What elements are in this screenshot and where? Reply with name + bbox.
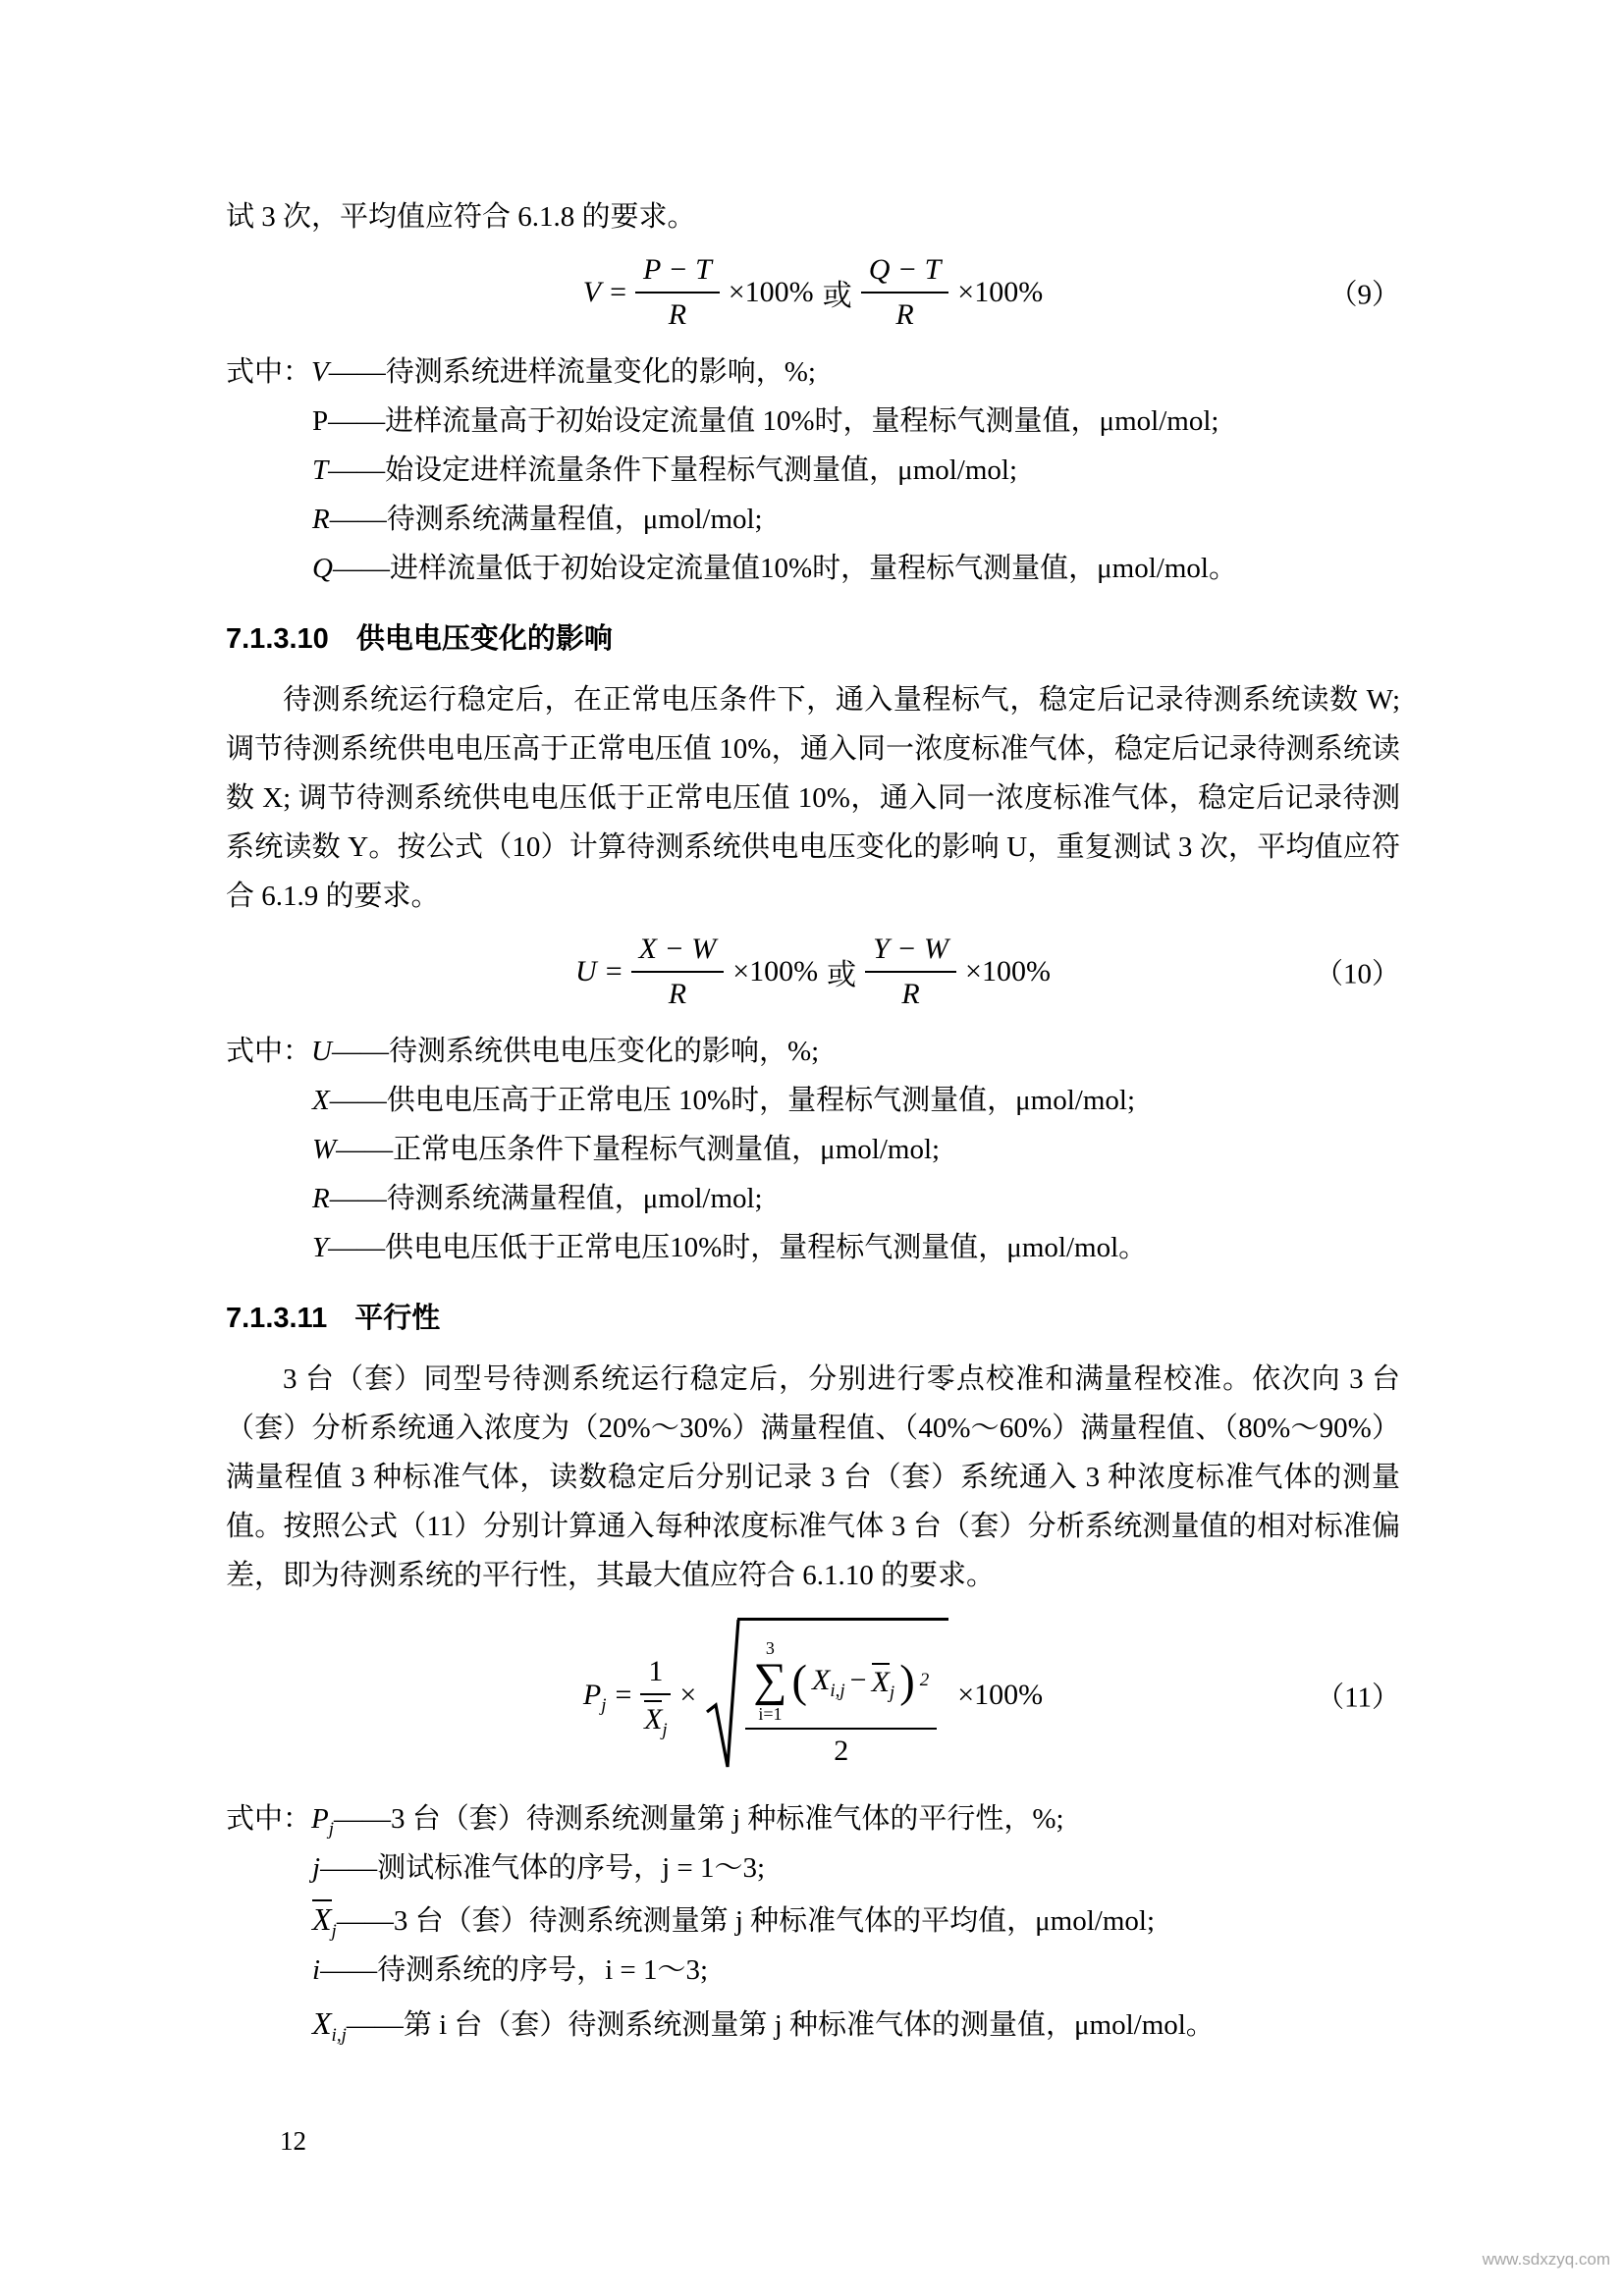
symbol: Q bbox=[312, 553, 333, 584]
symbol: T bbox=[312, 454, 329, 486]
eq9-equals: = bbox=[610, 276, 627, 308]
symbol: Y bbox=[312, 1232, 329, 1263]
x-bar: X bbox=[872, 1663, 890, 1698]
section-heading-7-1-3-11 bbox=[226, 1294, 1400, 1343]
eq11-inner-fraction: 3 ∑ i=1 ( $X_{i,j}$ − $X_j$ ) 2 2 bbox=[745, 1629, 937, 1768]
definition-row: X——供电电压高于正常电压 10%时，量程标气测量值，μmol/mol; bbox=[312, 1085, 1136, 1116]
section-number: 7.1.3.10 bbox=[226, 623, 329, 655]
definition-text: 待测系统供电电压变化的影响，%; bbox=[388, 1036, 820, 1067]
definitions-eq10 bbox=[226, 1027, 1400, 1272]
symbol: $X_{i,j}$ bbox=[312, 2005, 347, 2046]
radicand bbox=[737, 1618, 948, 1768]
equation-10 bbox=[226, 933, 1400, 1011]
symbol: P bbox=[312, 405, 329, 437]
eq10-number: （10） bbox=[1314, 958, 1400, 990]
summation: 3 ∑ i=1 bbox=[753, 1638, 787, 1724]
definition-text: 供电电压高于正常电压 10%时，量程标气测量值，μmol/mol; bbox=[386, 1085, 1136, 1116]
eq9-fraction-1: $\frac{P - T}{R}$ bbox=[635, 253, 720, 332]
definition-row: i——待测系统的序号，i = 1～3; bbox=[312, 1954, 709, 1986]
definition-text: 3 台（套）待测系统测量第 j 种标准气体的平均值，μmol/mol; bbox=[393, 1905, 1156, 1937]
definition-text: 待测系统满量程值，μmol/mol; bbox=[386, 1183, 763, 1214]
eq9-times-100-1: ×100% bbox=[728, 276, 814, 308]
section-11-paragraph: 3 台（套）同型号待测系统运行稳定后，分别进行零点校准和满量程校准。依次向 3 台（套）分析系统通入浓度为（20%～30%）满量程值、（40%～60%）满量程值、（80%～90%）满量程值 3 种标准气体，读数稳定后分别记录 3 台（套）系统通入 3 种浓度标准气体的测量值。按照公式（11）分别计算通入每种浓度标准气体 3 台（套）分析系统测量值的相对标准偏差，即为待测系统的平行性，其最大值应符合 6.1.10 的要求。 bbox=[226, 1363, 1400, 1591]
definition-text: 待测系统的序号，i = 1～3; bbox=[377, 1954, 709, 1986]
x-bar: X bbox=[312, 1901, 332, 1937]
eq10-times-100-1: ×100% bbox=[732, 955, 819, 988]
definition-row: Q——进样流量低于初始设定流量值10%时，量程标气测量值，μmol/mol。 bbox=[312, 553, 1237, 584]
section-number: 7.1.3.11 bbox=[226, 1303, 328, 1334]
square-root bbox=[705, 1618, 948, 1773]
eq9-number: （9） bbox=[1328, 279, 1400, 311]
eq10-lhs: U bbox=[575, 955, 597, 988]
definition-text: 3 台（套）待测系统测量第 j 种标准气体的平行性，%; bbox=[391, 1803, 1064, 1835]
definition-row: Y——供电电压低于正常电压10%时，量程标气测量值，μmol/mol。 bbox=[312, 1232, 1148, 1263]
page-content bbox=[226, 192, 1400, 2050]
sigma-symbol: ∑ bbox=[753, 1654, 787, 1706]
definition-text: 进样流量高于初始设定流量值 10%时，量程标气测量值，μmol/mol; bbox=[385, 405, 1219, 437]
symbol: j bbox=[312, 1852, 321, 1884]
eq9-times-100-2: ×100% bbox=[957, 276, 1044, 308]
definition-text: 进样流量低于初始设定流量值10%时，量程标气测量值，μmol/mol。 bbox=[389, 553, 1237, 584]
eq9-fraction-2: $\frac{Q - T}{R}$ bbox=[861, 253, 949, 332]
eq11-times: × bbox=[679, 1679, 697, 1711]
lead-text: 试 3 次，平均值应符合 6.1.8 的要求。 bbox=[226, 201, 696, 233]
symbol: R bbox=[312, 1183, 330, 1214]
equation-11-body bbox=[583, 1618, 1043, 1773]
eq11-number: （11） bbox=[1316, 1682, 1400, 1714]
definition-text: 测试标准气体的序号，j = 1～3; bbox=[377, 1852, 766, 1884]
definition-row: W——正常电压条件下量程标气测量值，μmol/mol; bbox=[312, 1134, 941, 1165]
symbol: V bbox=[311, 356, 329, 388]
definition-text: 第 i 台（套）待测系统测量第 j 种标准气体的测量值，μmol/mol。 bbox=[403, 2009, 1215, 2041]
definitions-eq9 bbox=[226, 347, 1400, 593]
definition-row: $X_{i,j}——$第 i 台（套）待测系统测量第 j 种标准气体的测量值，μmol/mol。 bbox=[312, 2005, 1215, 2046]
definition-text: 待测系统满量程值，μmol/mol; bbox=[386, 504, 763, 535]
definition-row: 式中：U——待测系统供电电压变化的影响，%; bbox=[226, 1036, 820, 1067]
eq9-or: 或 bbox=[822, 280, 852, 312]
eq10-or: 或 bbox=[827, 959, 857, 991]
eq11-equals: = bbox=[615, 1679, 632, 1711]
eq10-equals: = bbox=[605, 955, 623, 988]
where-label: 式中： bbox=[226, 1803, 312, 1835]
section-title: 供电电压变化的影响 bbox=[355, 623, 613, 655]
eq11-lhs: $P_j$ bbox=[582, 1679, 607, 1716]
section-title: 平行性 bbox=[354, 1303, 441, 1334]
definition-row: R——待测系统满量程值，μmol/mol; bbox=[312, 504, 763, 535]
definition-row: 式中：V——待测系统进样流量变化的影响，%; bbox=[226, 356, 816, 388]
symbol: W bbox=[312, 1134, 337, 1165]
eq10-fraction-2: $\frac{Y - W}{R}$ bbox=[865, 933, 956, 1011]
definition-text: 待测系统进样流量变化的影响，%; bbox=[385, 356, 816, 388]
definitions-eq11 bbox=[226, 1794, 1400, 2050]
page-number: 12 bbox=[280, 2126, 306, 2156]
eq9-lhs: V bbox=[582, 276, 602, 308]
symbol: X bbox=[312, 1085, 330, 1116]
symbol: $P_j$ bbox=[311, 1803, 335, 1840]
where-label: 式中： bbox=[226, 1036, 312, 1067]
symbol: U bbox=[311, 1036, 332, 1067]
equation-9-body bbox=[583, 253, 1043, 332]
equation-10-body bbox=[575, 933, 1051, 1011]
definition-row: P——进样流量高于初始设定流量值 10%时，量程标气测量值，μmol/mol; bbox=[312, 405, 1219, 437]
eq11-times-100: ×100% bbox=[957, 1679, 1044, 1711]
equation-9 bbox=[226, 253, 1400, 332]
definition-row: T——始设定进样流量条件下量程标气测量值，μmol/mol; bbox=[312, 454, 1018, 486]
definition-text: 始设定进样流量条件下量程标气测量值，μmol/mol; bbox=[385, 454, 1018, 486]
definition-row: 式中：$P_j——3$ 台（套）待测系统测量第 j 种标准气体的平行性，%; bbox=[226, 1803, 1064, 1840]
eq10-times-100-2: ×100% bbox=[965, 955, 1051, 988]
eq11-coefficient-fraction: $\frac{1}{X_j}$ bbox=[640, 1655, 671, 1736]
section-10-paragraph: 待测系统运行稳定后，在正常电压条件下，通入量程标气，稳定后记录待测系统读数 W; 调节待测系统供电电压高于正常电压值 10%，通入同一浓度标准气体，稳定后记录待测系统读数 X; 调节待测系统供电电压低于正常电压值 10%，通入同一浓度标准气体，稳定后记录待测系统读数 Y。按公式（10）计算待测系统供电电压变化的影响 U，重复测试 3 次，平均值应符合 6.1.9 的要求。 bbox=[226, 684, 1400, 912]
symbol: $X_j$ bbox=[312, 1901, 337, 1942]
definition-text: 正常电压条件下量程标气测量值，μmol/mol; bbox=[393, 1134, 941, 1165]
definition-row: j——测试标准气体的序号，j = 1～3; bbox=[312, 1852, 766, 1884]
section-heading-7-1-3-10 bbox=[226, 614, 1400, 664]
symbol: i bbox=[312, 1954, 321, 1986]
x-bar: X bbox=[644, 1700, 662, 1735]
definition-text: 供电电压低于正常电压10%时，量程标气测量值，μmol/mol。 bbox=[385, 1232, 1148, 1263]
where-label: 式中： bbox=[226, 356, 312, 388]
radical-sign bbox=[705, 1618, 740, 1773]
symbol: R bbox=[312, 504, 330, 535]
watermark-text: www.sdxzyq.com bbox=[1482, 2250, 1610, 2269]
equation-11 bbox=[226, 1618, 1400, 1773]
definition-row: $X_j——3$ 台（套）待测系统测量第 j 种标准气体的平均值，μmol/mol; bbox=[312, 1901, 1156, 1942]
eq10-fraction-1: $\frac{X - W}{R}$ bbox=[631, 933, 725, 1011]
definition-row: R——待测系统满量程值，μmol/mol; bbox=[312, 1183, 763, 1214]
